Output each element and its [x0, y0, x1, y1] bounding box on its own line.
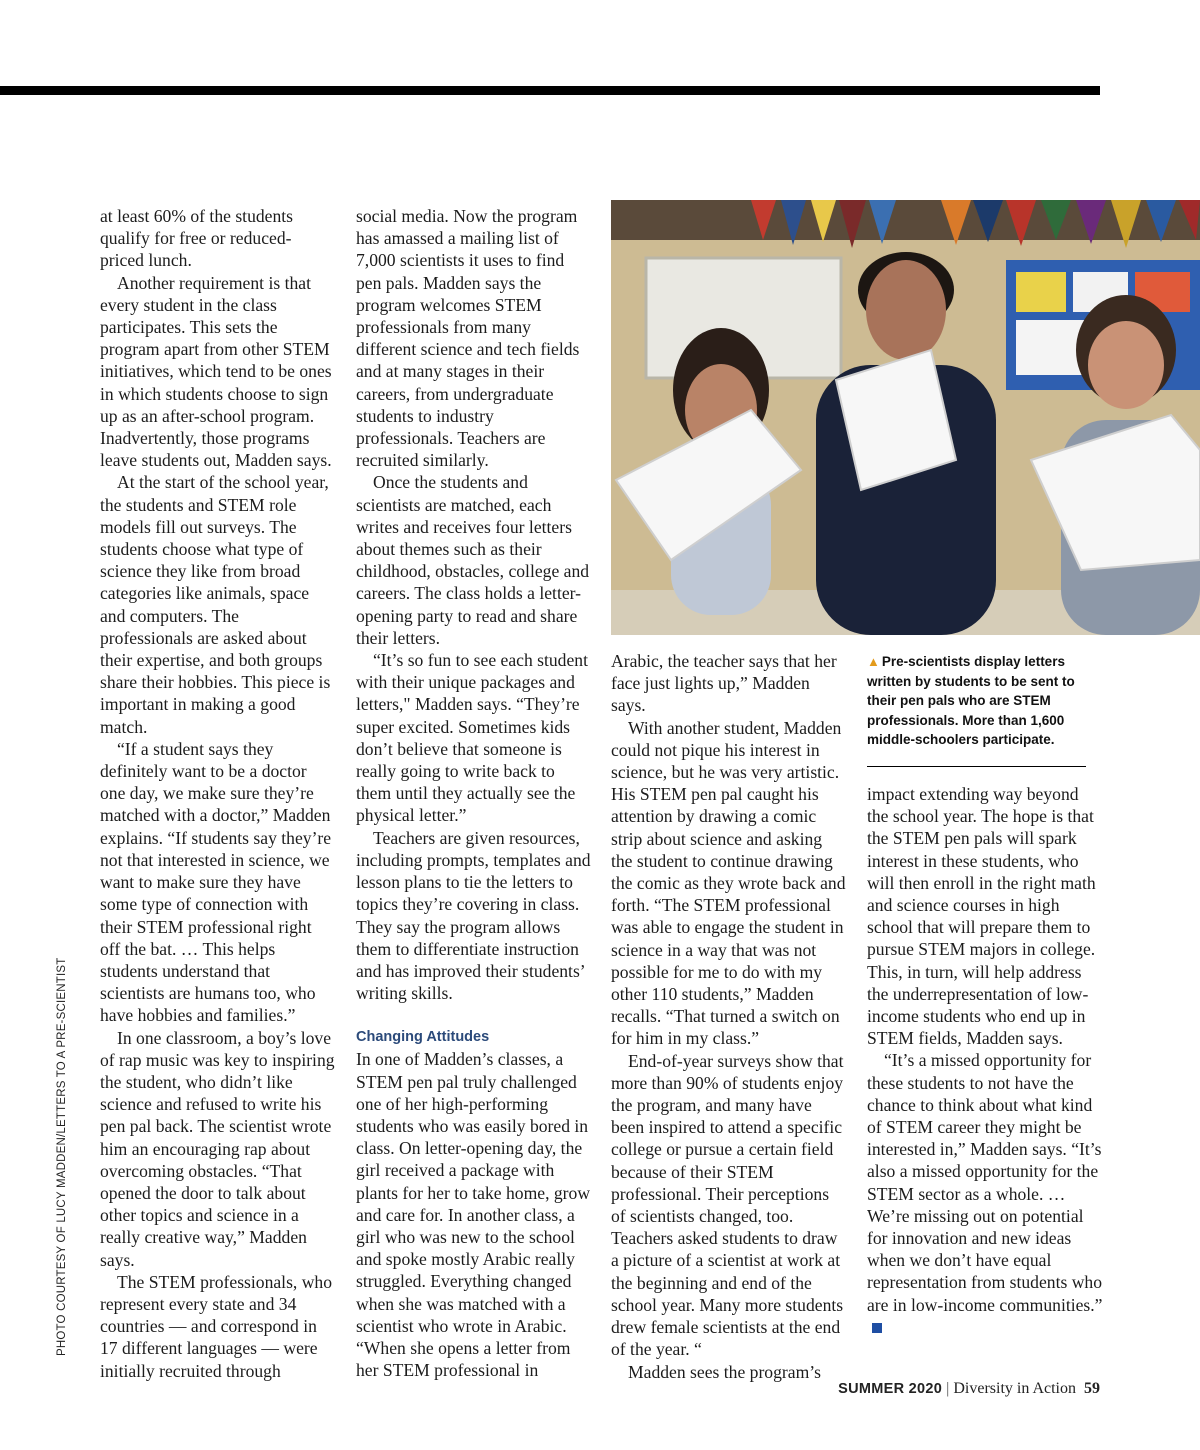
article-column-4 — [867, 783, 1103, 1338]
paragraph: In one classroom, a boy’s love of rap music was key to inspiring the student, who didn’t like science and refused to write his pen pal back. The scientist wrote him an encouraging rap about overcoming obstacles. “That opened the door to talk about other topics and science in a really creative way,” Madden says. — [100, 1027, 335, 1270]
paragraph: Teachers are given resources, including prompts, templates and lesson plans to tie the letters to topics they’re covering in class. They say the program allows them to differentiate instruction and has improved their students’ writing skills. — [356, 827, 591, 1004]
paragraph: social media. Now the program has amassed a mailing list of 7,000 scientists it uses to find pen pals. Madden says the program welcomes STEM professionals from many different science and tech fields and at many stages in their careers, from undergraduate students to industry professionals. Teachers are recruited similarly. — [356, 206, 580, 471]
photo-caption — [867, 652, 1092, 750]
end-mark-icon — [872, 1323, 882, 1333]
paragraph: Arabic, the teacher says that her face just lights up,” Madden says. — [611, 651, 837, 716]
section-subhead: Changing Attitudes — [356, 1029, 490, 1046]
paragraph: With another student, Madden could not pique his interest in science, but he was very artistic. His STEM pen pal caught his attention by drawing a comic strip about science and asking the student to continue drawing the comic as they wrote back and forth. “The STEM professional was able to engage the student in science in a way that was not possible for me to do with my other 110 students,” Madden recalls. “That turned a switch on for him in my class.” — [611, 717, 846, 1049]
paragraph: Another requirement is that every student in the class participates. This sets the program apart from other STEM initiatives, which tend to be ones in which students choose to sign up as an after-school program. Inadvertently, those programs leave students out, Madden says. — [100, 272, 332, 471]
footer-separator: | — [946, 1380, 950, 1397]
paragraph-text: “It’s a missed opportunity for these students to not have the chance to think about what kind of STEM career they might be interested in,” Madden says. “It’s also a missed opportunity for the STEM sector as a whole. … We’re missing out on potential for innovation and new ideas when we don’t have equal representation from students who are in low-income communities.” — [867, 1050, 1103, 1315]
paragraph: End-of-year surveys show that more than 90% of students enjoy the program, and many have been inspired to attend a specific college or pursue a certain field because of their STEM professional. Their perceptions of scientists changed, too. Teachers asked students to draw a picture of a scientist at work at the beginning and end of the school year. Many more students drew female scientists at the end of the year. “ — [611, 1050, 844, 1360]
article-column-2 — [356, 205, 592, 1381]
paragraph: “If a student says they definitely want to be a doctor one day, we make sure they’re matched with a doctor,” Madden explains. “If students say they’re not that interested in science, we want to make sure they have some type of connection with their STEM professional right off the bat. … This helps students understand that scientists are humans too, who have hobbies and families.” — [100, 738, 332, 1026]
caption-text: Pre-scientists display letters written by students to be sent to their pen pals who are STEM professionals. More than 1,600 middle-schoolers participate. — [867, 654, 1075, 748]
page-footer — [838, 1380, 1100, 1398]
paragraph: In one of Madden’s classes, a STEM pen pal truly challenged one of her high-performing students who was easily bored in class. On letter-opening day, the girl received a package with plants for her to take home, grow and care for. In another class, a girl who was new to the school and spoke mostly Arabic really struggled. Everything changed when she was matched with a scientist who wrote in Arabic. “When she opens a letter from her STEM professional in — [356, 1049, 591, 1381]
students-photo — [611, 200, 1200, 635]
page-number: 59 — [1084, 1380, 1100, 1397]
caption-triangle-icon: ▲ — [867, 654, 880, 669]
paragraph: Once the students and scientists are matched, each writes and receives four letters about themes such as their childhood, obstacles, college and careers. The class holds a letter-opening party to read and share their letters. — [356, 472, 590, 648]
article-column-1 — [100, 205, 335, 1382]
article-column-3 — [611, 650, 847, 1383]
top-rule — [0, 86, 1100, 95]
paragraph — [867, 1049, 1103, 1338]
paragraph: at least 60% of the students qualify for free or reduced-priced lunch. — [100, 206, 293, 271]
caption-rule — [867, 766, 1086, 767]
paragraph: The STEM professionals, who represent every state and 34 countries — and correspond in 17 different languages — were initially recruited through — [100, 1271, 333, 1381]
paragraph: impact extending way beyond the school year. The hope is that the STEM pen pals will spark interest in these students, who will then enroll in the right math and science courses in high school that will prepare them to pursue STEM majors in college. This, in turn, will help address the underrepresentation of low-income students who end up in STEM fields, Madden says. — [867, 784, 1096, 1049]
paragraph: At the start of the school year, the students and STEM role models fill out surveys. The students choose what type of science they like from broad categories like animals, space and computers. The professionals are asked about their expertise, and both groups share their hobbies. This piece is important in making a good match. — [100, 472, 331, 737]
photo-credit: PHOTO COURTESY OF LUCY MADDEN/LETTERS TO A PRE-SCIENTIST — [56, 957, 68, 1356]
paragraph: Madden sees the program’s — [628, 1361, 821, 1382]
magazine-name: Diversity in Action — [953, 1380, 1076, 1397]
paragraph: “It’s so fun to see each student with their unique packages and letters," Madden says. “They’re super excited. Sometimes kids don’t believe that someone is really going to write back to them until they actually see the physical letter.” — [356, 650, 588, 826]
issue-label: SUMMER 2020 — [838, 1381, 943, 1397]
